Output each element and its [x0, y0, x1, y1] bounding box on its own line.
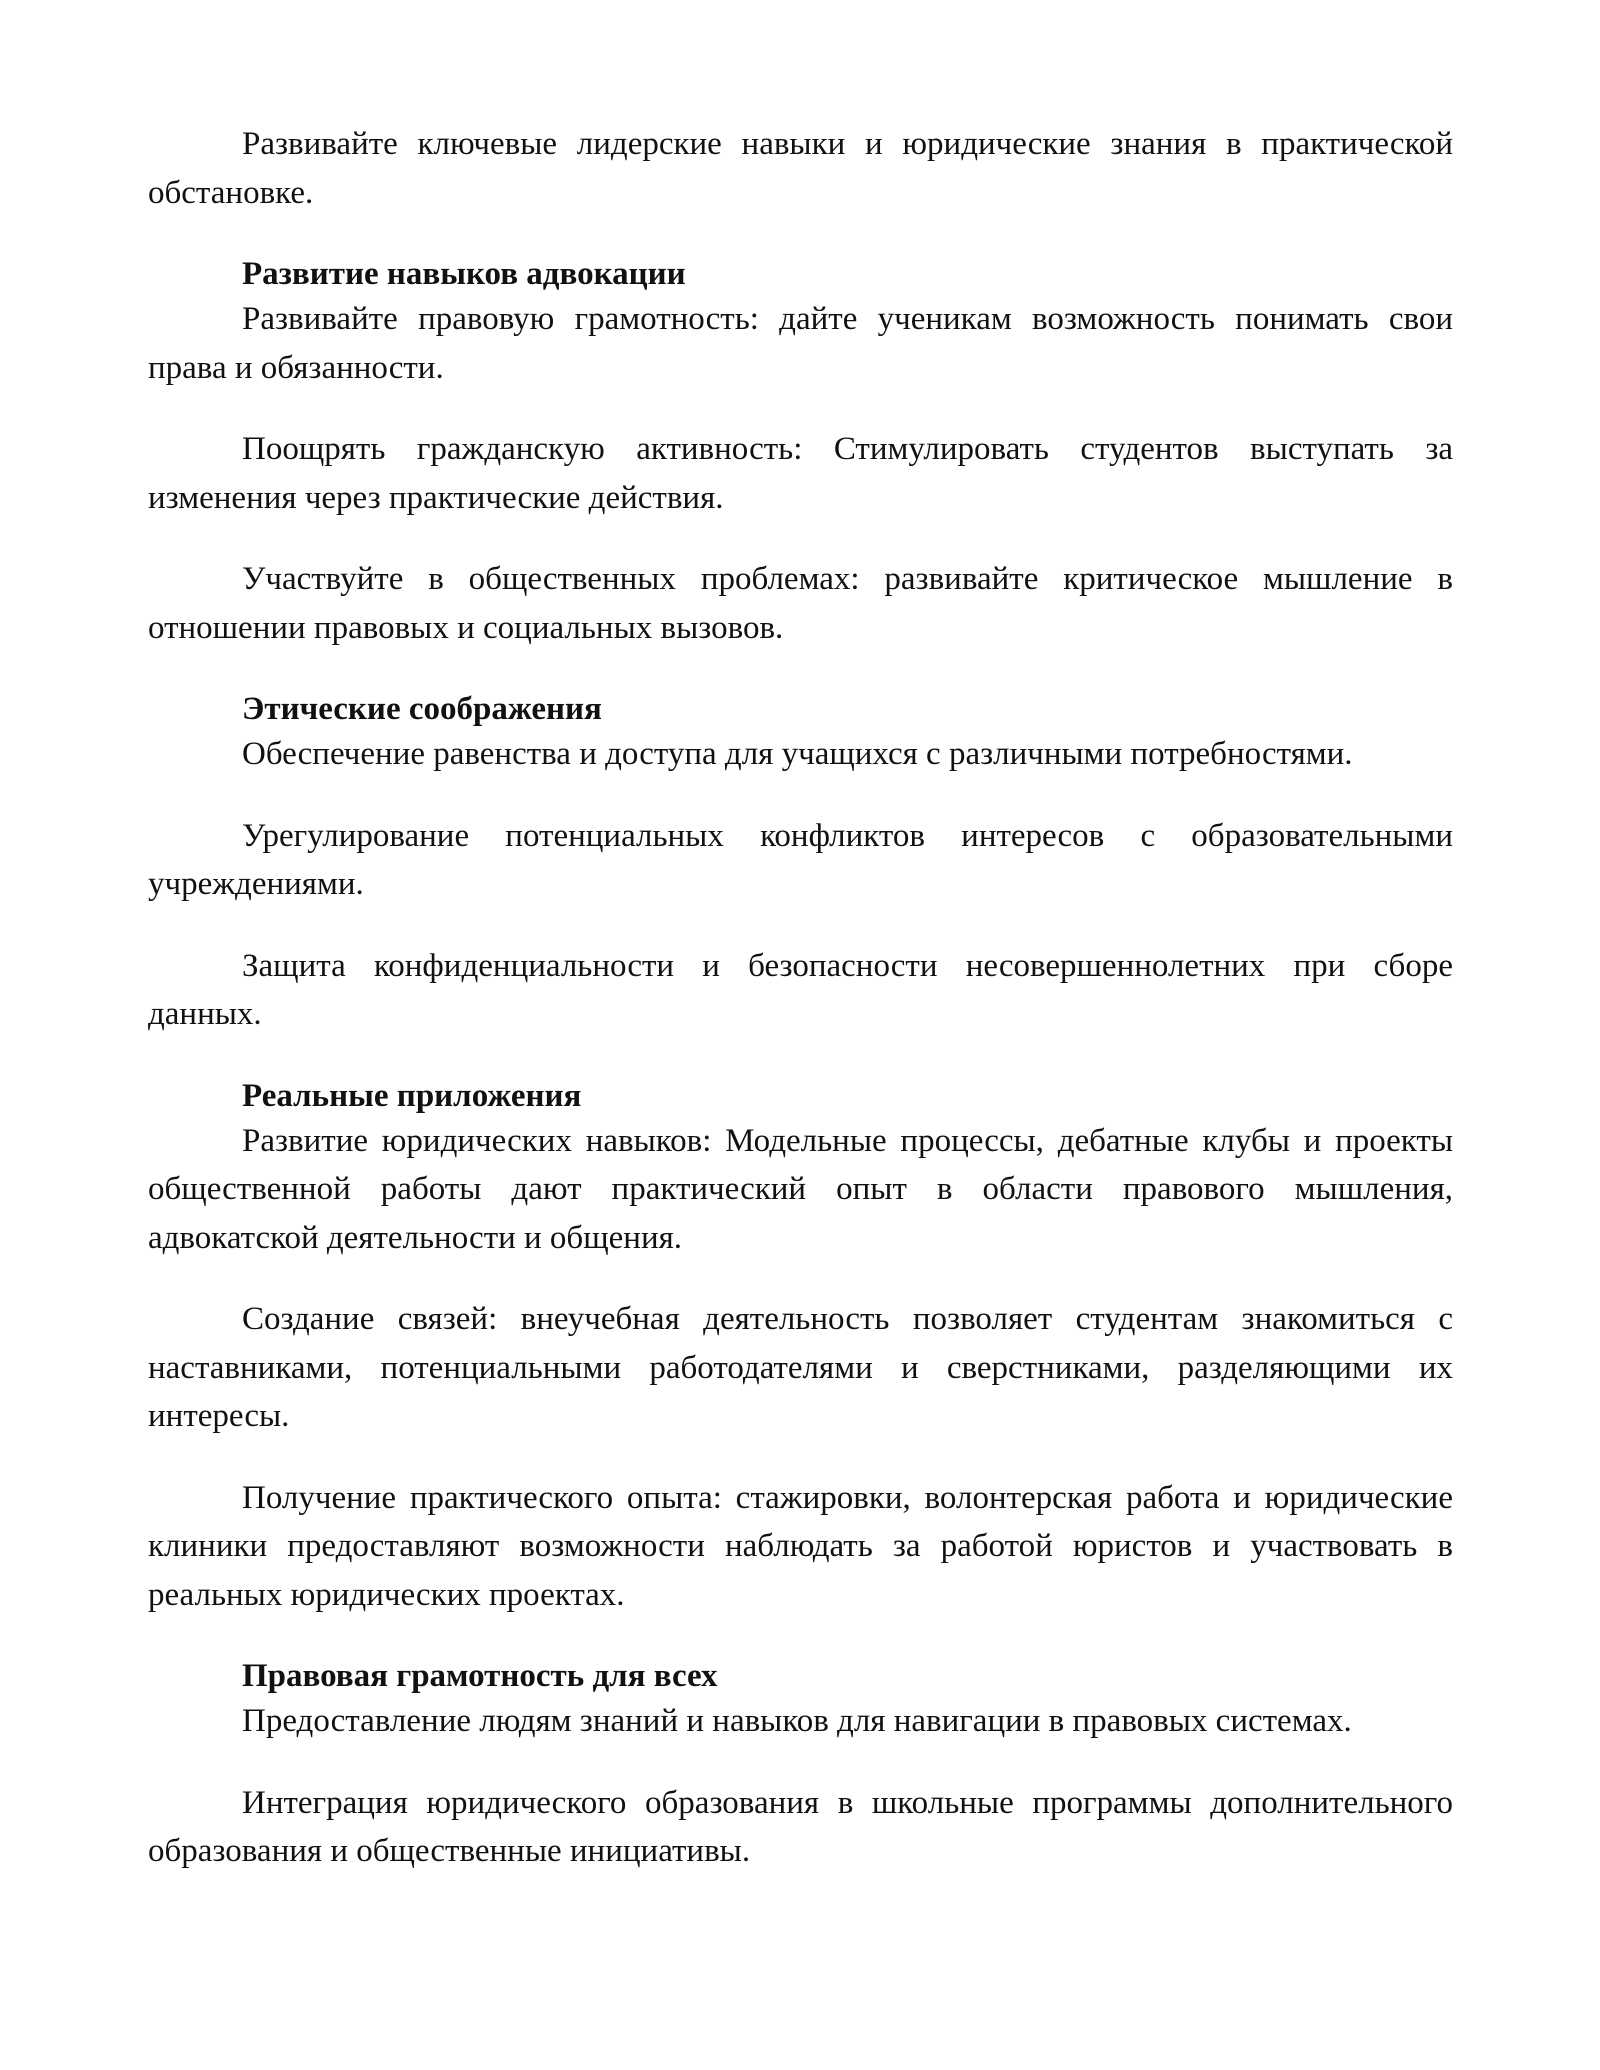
- paragraph: Создание связей: внеучебная деятельность позволяет студентам знакомиться с наставниками, потенциальными работодателями и сверстниками, разделяющими их интересы.: [148, 1301, 1453, 1434]
- paragraph: Развитие юридических навыков: Модельные процессы, дебатные клубы и проекты общественной работы дают практический опыт в области правового мышления, адвокатской деятельности и общения.: [148, 1122, 1453, 1256]
- section-heading-advocacy: Развитие навыков адвокации: [242, 256, 686, 292]
- section-heading-literacy: Правовая грамотность для всех: [242, 1658, 718, 1694]
- section-heading-applications: Реальные приложения: [242, 1077, 582, 1114]
- paragraph: Защита конфиденциальности и безопасности несовершеннолетних при сборе данных.: [148, 947, 1453, 1032]
- paragraph: Урегулирование потенциальных конфликтов интересов с образовательными учреждениями.: [148, 817, 1453, 902]
- document-page: [148, 120, 1453, 1876]
- section-heading-ethics: Этические соображения: [242, 691, 602, 727]
- paragraph: Получение практического опыта: стажировки, волонтерская работа и юридические клиники предоставляют возможности наблюдать за работой юристов и участвовать в реальных юридических проектах.: [148, 1479, 1453, 1613]
- paragraph: Участвуйте в общественных проблемах: развивайте критическое мышление в отношении правовых и социальных вызовов.: [148, 561, 1453, 646]
- paragraph: Поощрять гражданскую активность: Стимулировать студентов выступать за изменения через практические действия.: [148, 431, 1453, 516]
- paragraph: Развивайте правовую грамотность: дайте ученикам возможность понимать свои права и обязанности.: [148, 301, 1453, 386]
- paragraph: Обеспечение равенства и доступа для учащихся с различными потребностями.: [242, 736, 1353, 772]
- paragraph: Предоставление людям знаний и навыков для навигации в правовых системах.: [242, 1703, 1352, 1739]
- paragraph: Интеграция юридического образования в школьные программы дополнительного образования и общественные инициативы.: [148, 1784, 1453, 1869]
- intro-paragraph: Развивайте ключевые лидерские навыки и юридические знания в практической обстановке.: [148, 126, 1453, 211]
